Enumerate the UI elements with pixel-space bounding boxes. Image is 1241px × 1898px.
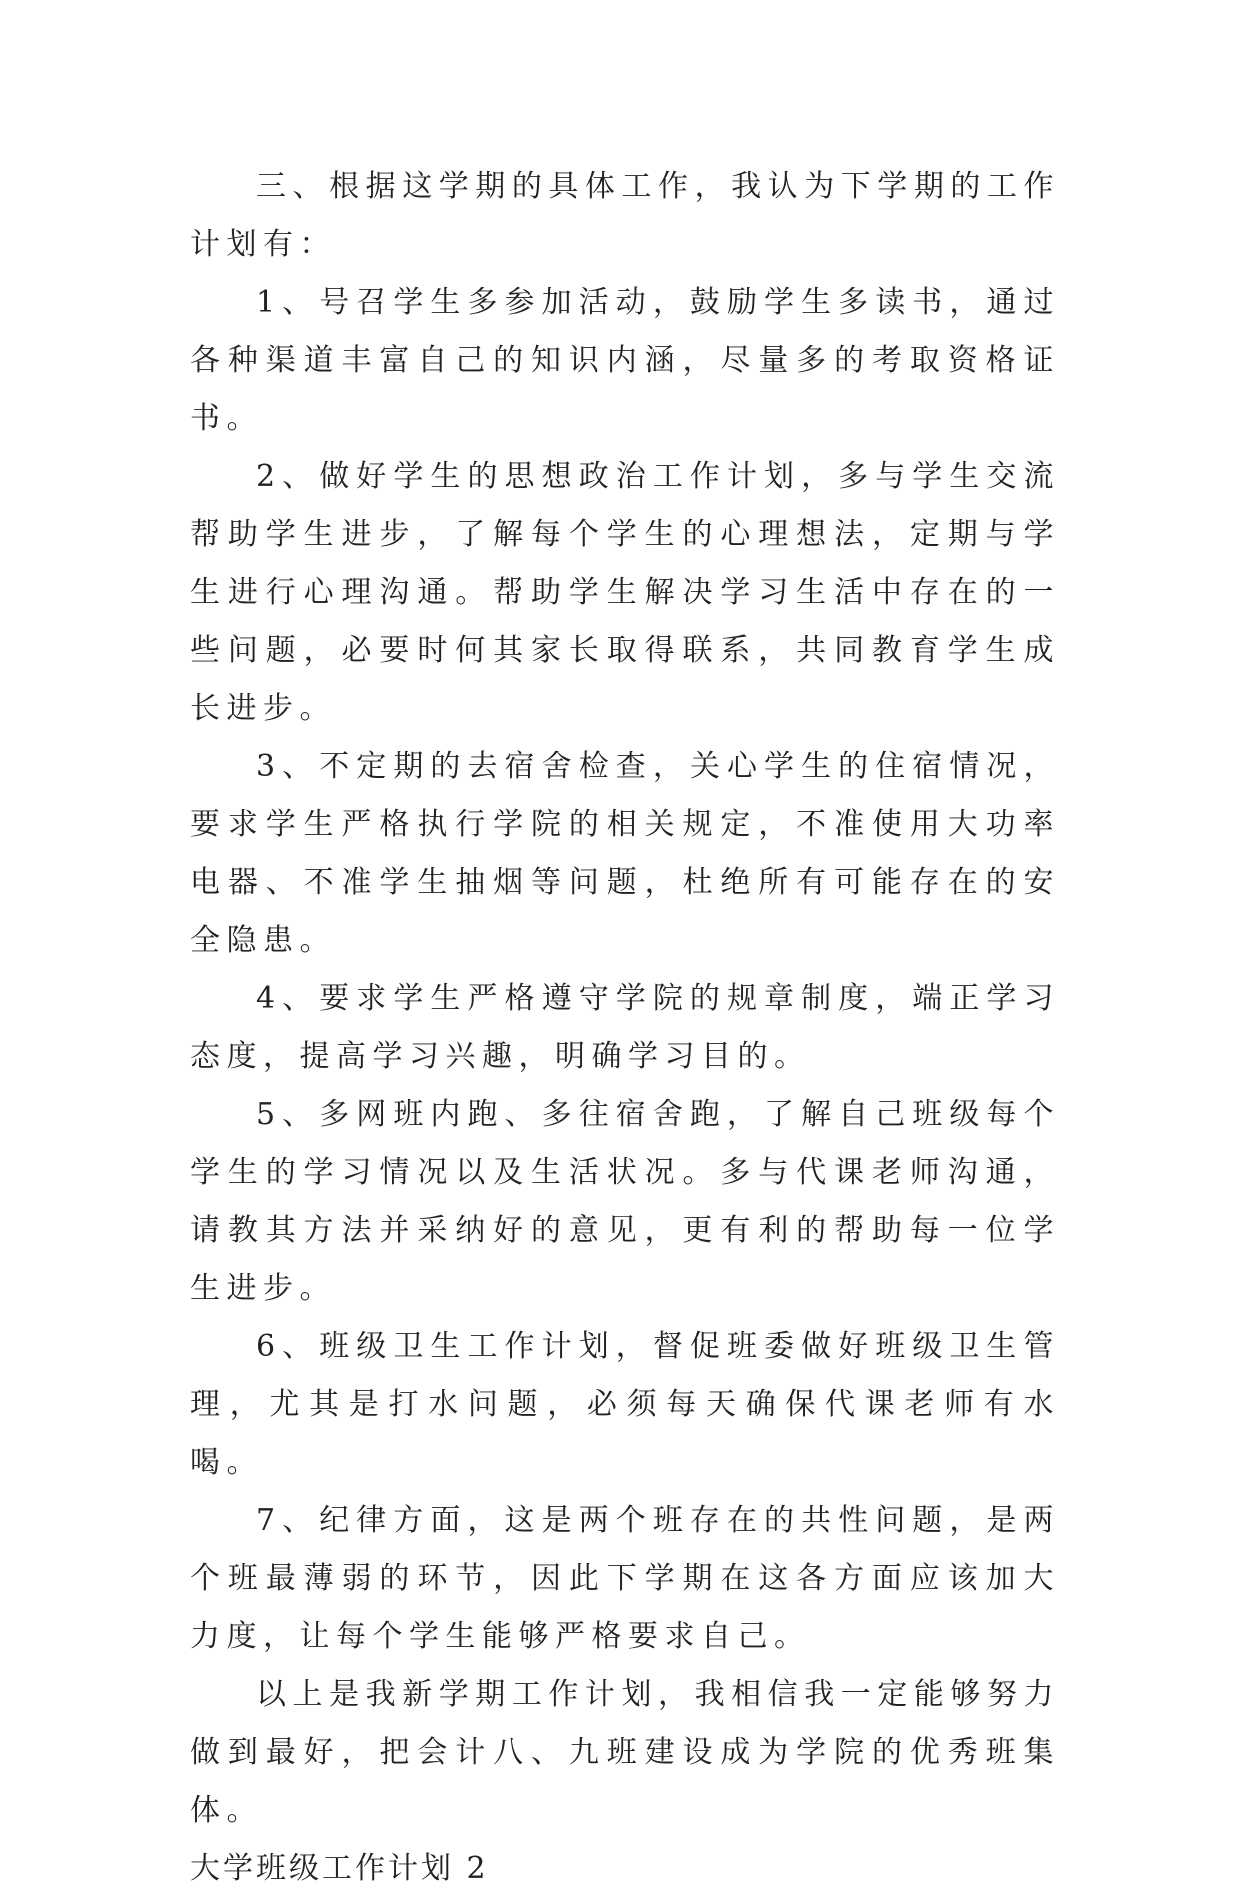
paragraph-item-4: 4、要求学生严格遵守学院的规章制度，端正学习态度，提高学习兴趣，明确学习目的。 <box>190 981 1060 1074</box>
paragraph-item-5: 5、多网班内跑、多往宿舍跑，了解自己班级每个学生的学习情况以及生活状况。多与代课老师沟通，请教其方法并采纳好的意见，更有利的帮助每一位学生进步。 <box>190 1097 1060 1306</box>
paragraph-item-7: 7、纪律方面，这是两个班存在的共性问题，是两个班最薄弱的环节，因此下学期在这各方面应该加大力度，让每个学生能够严格要求自己。 <box>190 1503 1060 1654</box>
paragraph-item-6: 6、班级卫生工作计划，督促班委做好班级卫生管理，尤其是打水问题，必须每天确保代课老师有水喝。 <box>190 1329 1060 1480</box>
paragraph-plan-intro: 三、根据这学期的具体工作，我认为下学期的工作计划有： <box>190 169 1060 262</box>
document-body <box>190 158 1060 1898</box>
paragraph-item-2: 2、做好学生的思想政治工作计划，多与学生交流帮助学生进步，了解每个学生的心理想法，定期与学生进行心理沟通。帮助学生解决学习生活中存在的一些问题，必要时何其家长取得联系，共同教育学生成长进步。 <box>190 459 1060 726</box>
paragraph-item-1: 1、号召学生多参加活动，鼓励学生多读书，通过各种渠道丰富自己的知识内涵，尽量多的考取资格证书。 <box>190 285 1060 436</box>
section-title: 大学班级工作计划 2 <box>190 1851 489 1886</box>
paragraph-item-3: 3、不定期的去宿舍检查，关心学生的住宿情况，要求学生严格执行学院的相关规定，不准使用大功率电器、不准学生抽烟等问题，杜绝所有可能存在的安全隐患。 <box>190 749 1060 958</box>
paragraph-conclusion: 以上是我新学期工作计划，我相信我一定能够努力做到最好，把会计八、九班建设成为学院的优秀班集体。 <box>190 1677 1060 1828</box>
